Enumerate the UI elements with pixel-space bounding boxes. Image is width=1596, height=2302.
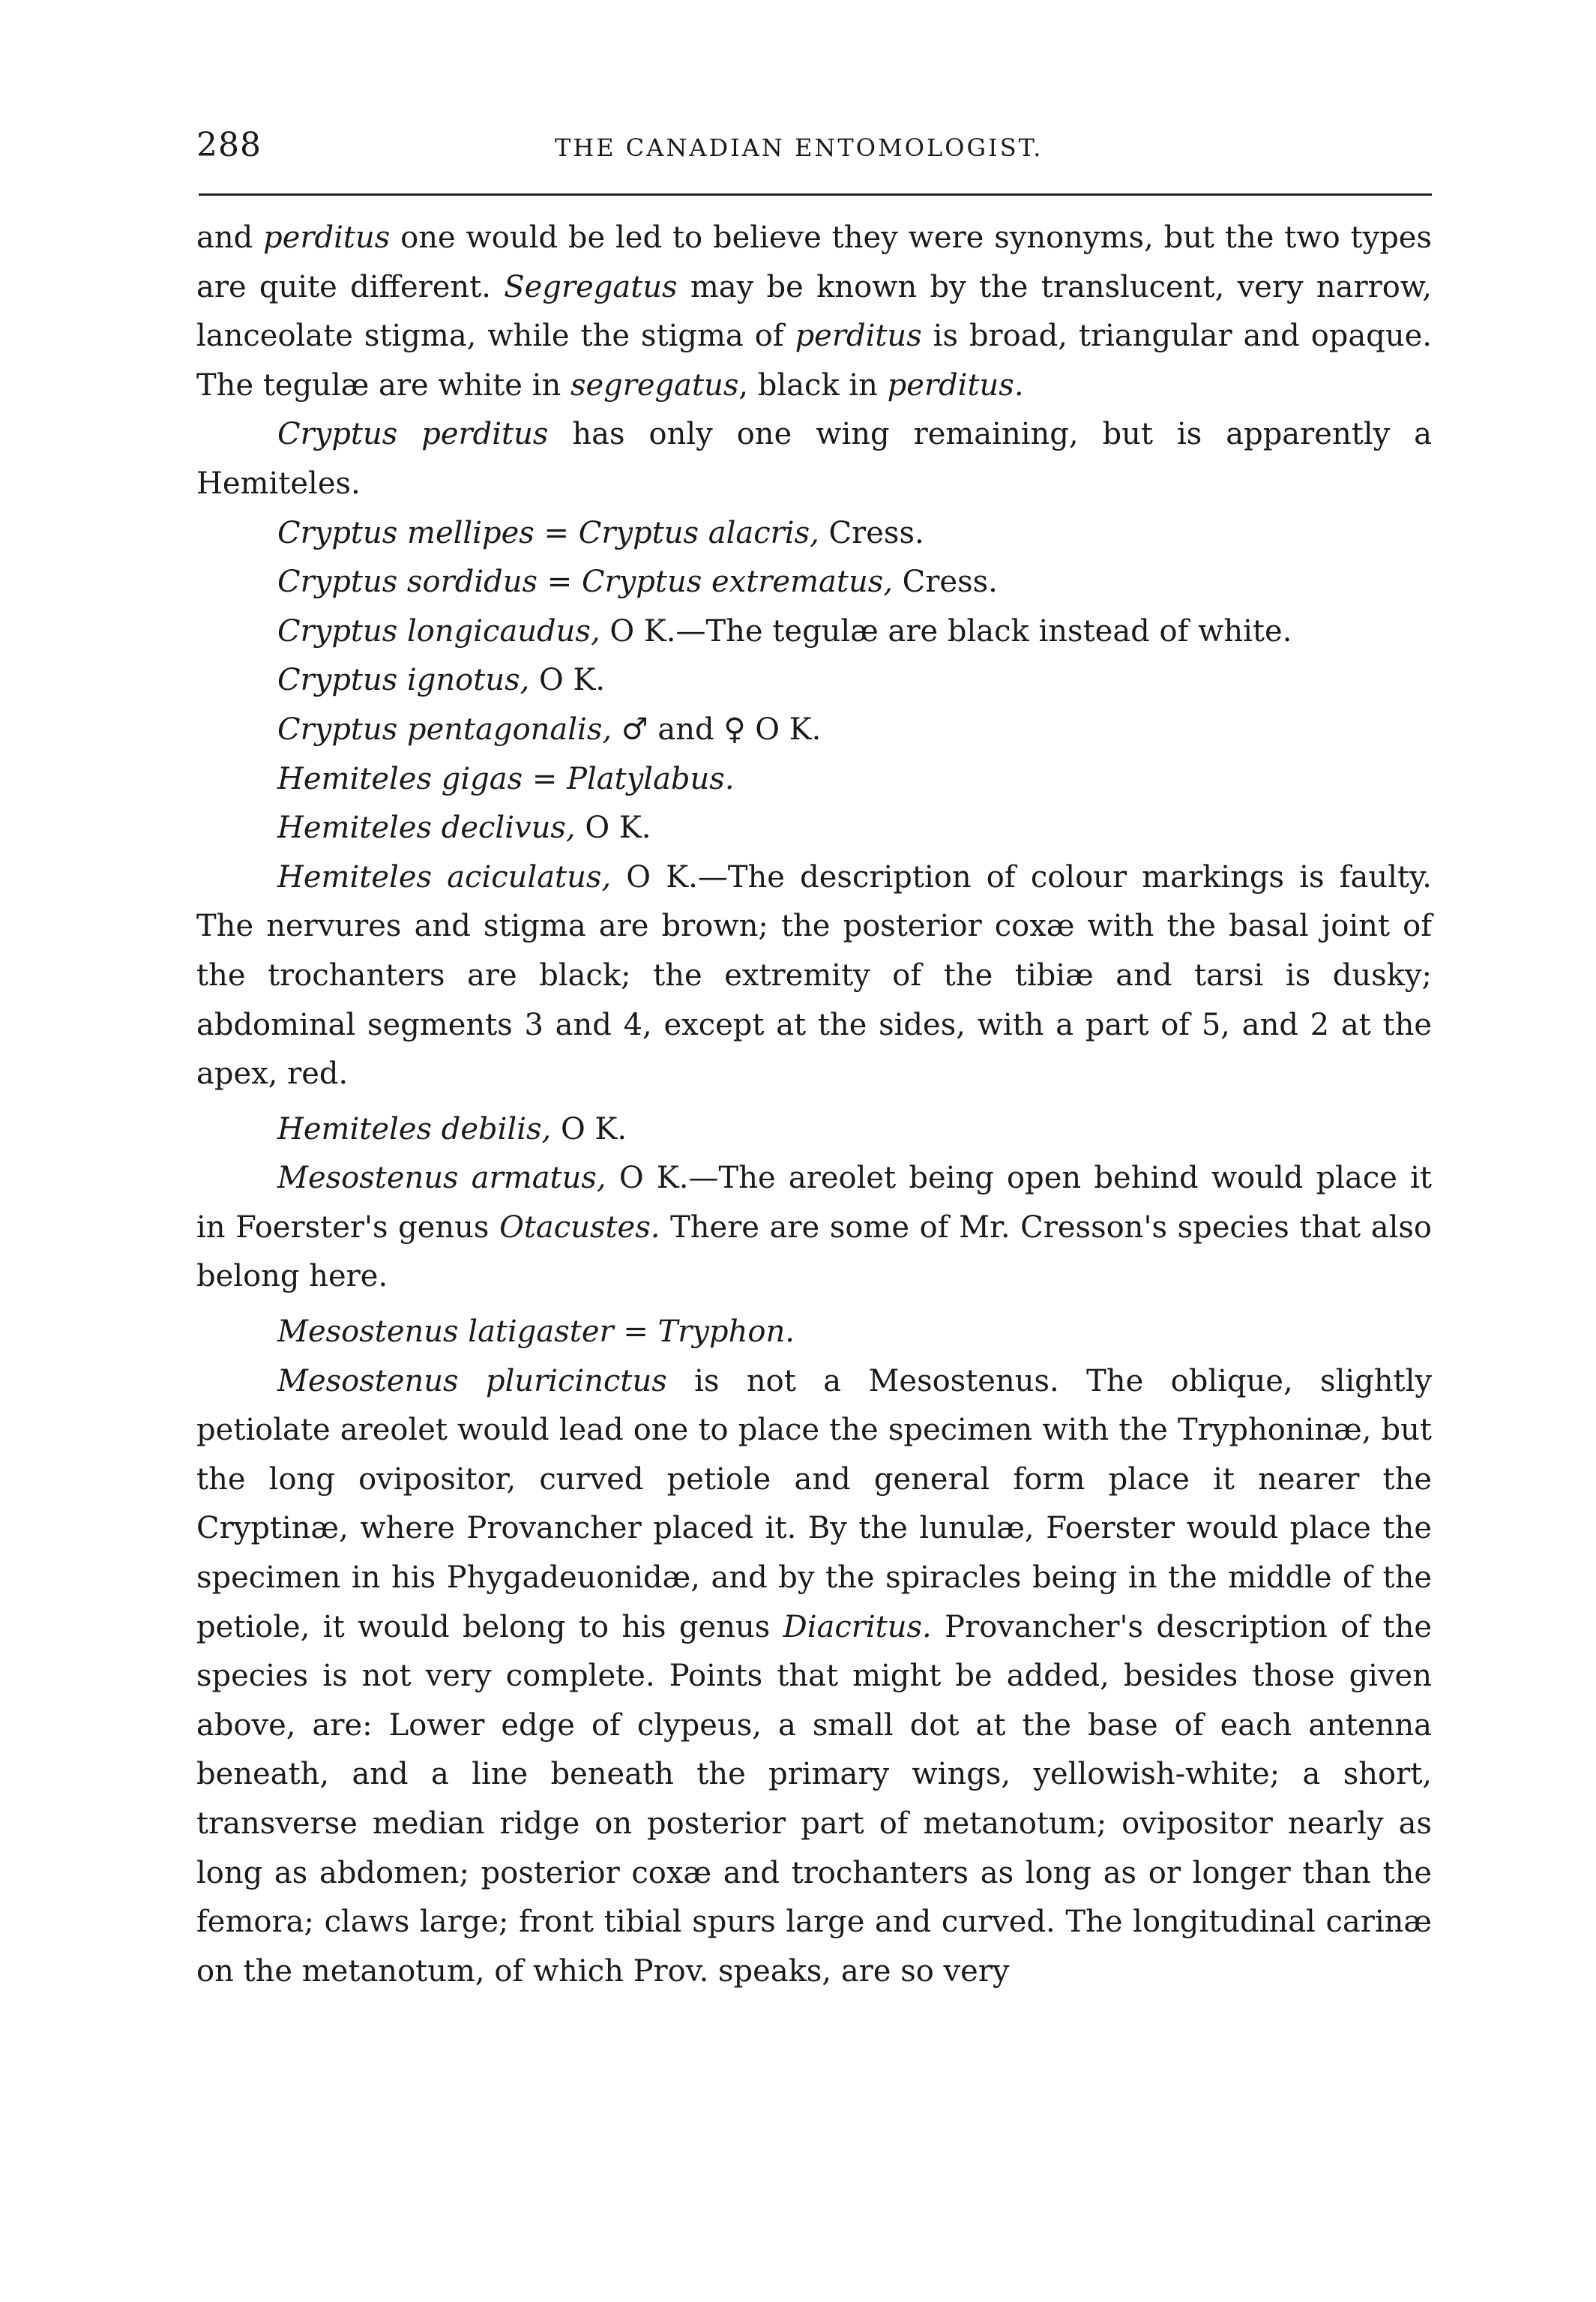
species-name: Hemiteles gigas	[277, 761, 523, 796]
entry-hemiteles-gigas	[196, 755, 1432, 805]
species-name: Hemiteles declivus,	[277, 811, 576, 846]
entry-hemiteles-debilis	[196, 1105, 1432, 1155]
species-name: Cryptus alacris,	[578, 515, 819, 550]
text-run: ♂ and ♀ O K.	[612, 712, 822, 747]
text-run: O K.	[551, 1111, 627, 1147]
species-name: Cryptus sordidus	[277, 565, 538, 600]
equals-sign: =	[613, 1314, 658, 1350]
species-name: Cryptus mellipes	[277, 515, 534, 550]
genus-name: Otacustes.	[499, 1209, 660, 1245]
entry-cryptus-longicaudus	[196, 607, 1432, 657]
text-run: , black in	[738, 367, 888, 403]
entry-cryptus-ignotus	[196, 656, 1432, 706]
text-run: may be known by the translucent, very narrow, lanceolate stigma, while the stigma of	[196, 269, 1432, 354]
text-run: O K.	[575, 811, 651, 846]
species-name: Segregatus	[504, 269, 678, 304]
entry-hemiteles-declivus	[196, 804, 1432, 853]
text-run: O K.—The tegulæ are black instead of white.	[600, 613, 1292, 649]
running-title: THE CANADIAN ENTOMOLOGIST.	[555, 133, 1044, 162]
text-run: Provancher's description of the species is not very complete. Points that might be added, besides those given above, are: Lower edge of clypeus, a small dot at the base of each antenna beneath, and a line beneath the primary wings, yellowish-white; a short, transverse median ridge on posterior part of metanotum; ovipositor nearly as long as abdomen; posterior coxæ and trochanters as long as or longer than the femora; claws large; front tibial spurs large and curved. The longitudinal carinæ on the metanotum, of which Prov. speaks, are so very	[196, 1609, 1433, 1989]
text-run: Cress.	[892, 565, 998, 600]
text-run: one would be led to believe they were synonyms, but the two types are quite different.	[196, 220, 1432, 304]
text-run: and	[196, 220, 264, 255]
paragraph-cryptus-perditus	[196, 410, 1432, 508]
entry-cryptus-sordidus	[196, 558, 1432, 607]
species-name: Cryptus pentagonalis,	[277, 712, 612, 747]
species-name: Cryptus longicaudus,	[277, 613, 600, 649]
text-run: Cress.	[819, 515, 924, 550]
equals-sign: =	[523, 761, 567, 796]
text-run: has only one wing remaining, but is apparently a Hemiteles.	[196, 417, 1432, 501]
species-name: perditus.	[887, 367, 1024, 403]
paragraph-hemiteles-aciculatus	[196, 853, 1432, 1099]
species-name: Cryptus perditus	[277, 417, 549, 452]
text-run: O K.—The areolet being open behind would place it in Foerster's genus	[196, 1161, 1433, 1245]
body-text	[196, 214, 1432, 1996]
entry-cryptus-mellipes	[196, 509, 1432, 559]
species-name: segregatus	[570, 367, 739, 403]
header-rule	[199, 193, 1432, 196]
species-name: Cryptus extrematus,	[581, 565, 893, 600]
genus-name: Tryphon.	[657, 1314, 795, 1350]
species-name: Mesostenus latigaster	[277, 1314, 614, 1350]
text-run: is not a Mesostenus. The oblique, slightly petiolate areolet would lead one to place the specimen with the Tryphoninæ, but the long ovipositor, curved petiole and general form place it nearer the Cryptinæ, where Provancher placed it. By the lunulæ, Foerster would place the specimen in his Phygadeuonidæ, and by the spiracles being in the middle of the petiole, it would belong to his genus	[196, 1363, 1433, 1644]
species-name: Mesostenus armatus,	[277, 1161, 606, 1196]
page-number: 288	[196, 126, 262, 164]
genus-name: Diacritus.	[783, 1609, 932, 1644]
equals-sign: =	[537, 565, 582, 600]
text-run: O K.	[529, 663, 606, 698]
text-run: O K.—The description of colour markings is faulty. The nervures and stigma are brown; the posterior coxæ with the basal joint of the trochanters are black; the extremity of the tibiæ and tarsi is dusky; abdominal segments 3 and 4, except at the sides, with a part of 5, and 2 at the apex, red.	[196, 859, 1433, 1092]
entry-cryptus-pentagonalis	[196, 706, 1432, 755]
species-name: Mesostenus pluricinctus	[277, 1363, 667, 1398]
page-header	[196, 126, 1596, 174]
equals-sign: =	[534, 515, 579, 550]
species-name: Platylabus.	[567, 761, 735, 796]
species-name: Hemiteles debilis,	[277, 1111, 552, 1147]
species-name: Hemiteles aciculatus,	[277, 859, 612, 895]
text-run: There are some of Mr. Cresson's species that also belong here.	[196, 1209, 1432, 1294]
paragraph-mesostenus-pluricinctus	[196, 1357, 1432, 1997]
paragraph-perditus-continued	[196, 214, 1432, 410]
entry-mesostenus-latigaster	[196, 1308, 1432, 1357]
species-name: perditus	[263, 220, 391, 255]
species-name: Cryptus ignotus,	[277, 663, 530, 698]
paragraph-mesostenus-armatus	[196, 1154, 1432, 1302]
species-name: perditus	[795, 319, 922, 354]
text-run: is broad, triangular and opaque. The tegulæ are white in	[196, 319, 1433, 403]
